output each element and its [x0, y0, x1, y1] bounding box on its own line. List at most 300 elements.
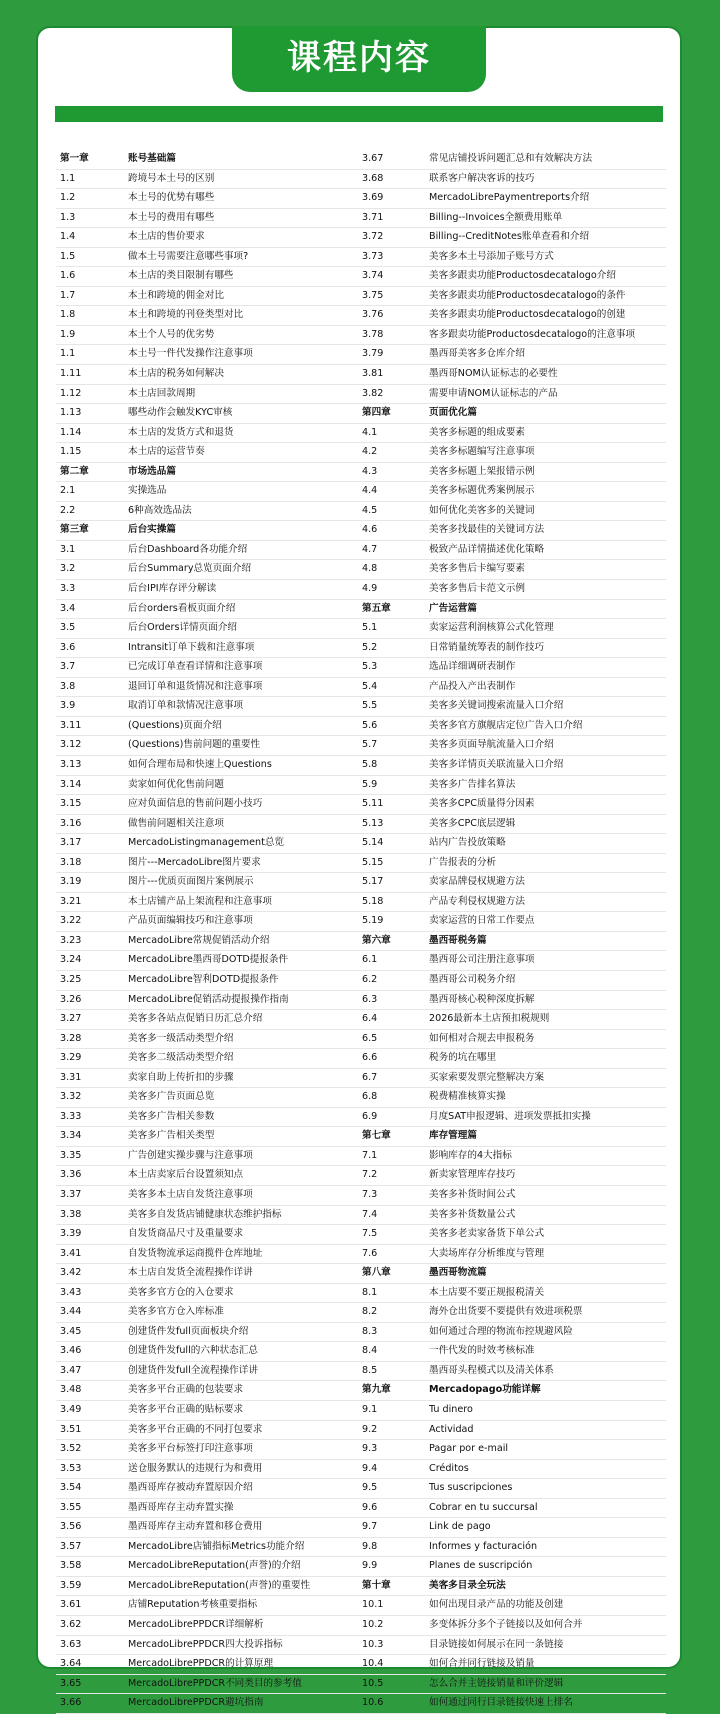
lesson-number: 9.2	[362, 1423, 378, 1435]
lesson-row	[56, 1206, 358, 1226]
lesson-number: 9.6	[362, 1501, 378, 1513]
lesson-title: 做本土号需要注意哪些事项?	[128, 250, 249, 262]
lesson-row	[358, 345, 666, 365]
lesson-row	[358, 326, 666, 346]
lesson-number: 3.9	[60, 700, 76, 712]
lesson-title: 后台Dashboard各功能介绍	[128, 543, 248, 555]
lesson-row	[358, 1284, 666, 1304]
lesson-number: 3.69	[362, 192, 384, 204]
lesson-number: 3.3	[60, 583, 76, 595]
lesson-title: 多变体拆分多个子链接以及如何合并	[429, 1619, 583, 1631]
lesson-row	[358, 697, 666, 717]
lesson-title: 极致产品详情描述优化策略	[429, 543, 545, 555]
lesson-title: 美客多官方仓入库标准	[128, 1306, 224, 1318]
lesson-row	[358, 541, 666, 561]
lesson-number: 9.7	[362, 1521, 378, 1533]
lesson-row	[358, 1421, 666, 1441]
chapter-row	[56, 521, 358, 541]
lesson-number: 3.29	[60, 1052, 82, 1064]
lesson-number: 2.1	[60, 485, 76, 497]
lesson-title: 如何出现目录产品的功能及创建	[429, 1599, 564, 1611]
lesson-row	[358, 287, 666, 307]
lesson-number: 4.7	[362, 543, 378, 555]
lesson-row	[358, 971, 666, 991]
lesson-number: 1.14	[60, 426, 82, 438]
lesson-number: 4.1	[362, 426, 378, 438]
lesson-row	[56, 170, 358, 190]
lesson-title: 目录链接如何展示在同一条链接	[429, 1638, 564, 1650]
lesson-number: 5.1	[362, 622, 378, 634]
lesson-title: 选品详细调研表制作	[429, 661, 516, 673]
lesson-number: 8.5	[362, 1364, 378, 1376]
lesson-title: Tus suscripciones	[429, 1482, 513, 1494]
lesson-row	[56, 1499, 358, 1519]
lesson-number: 4.4	[362, 485, 378, 497]
lesson-number: 6.3	[362, 993, 378, 1005]
lesson-number: 1.4	[60, 231, 76, 243]
lesson-number: 2.2	[60, 504, 76, 516]
lesson-number: 3.47	[60, 1364, 82, 1376]
lesson-number: 8.2	[362, 1306, 378, 1318]
lesson-number: 4.9	[362, 583, 378, 595]
lesson-number: 1.6	[60, 270, 76, 282]
lesson-title: 美客多标题上架报错示例	[429, 465, 535, 477]
lesson-title: 美客多广告排名算法	[429, 778, 516, 790]
lesson-row	[358, 150, 666, 170]
lesson-row	[56, 717, 358, 737]
lesson-title: 本土店的售价要求	[128, 231, 205, 243]
lesson-row	[358, 502, 666, 522]
chapter-number: 第三章	[60, 524, 89, 536]
lesson-number: 1.15	[60, 446, 82, 458]
lesson-title: Tu dinero	[429, 1404, 473, 1415]
lesson-row	[358, 1303, 666, 1323]
lesson-title: 卖家品牌侵权规避方法	[429, 876, 525, 888]
lesson-number: 10.3	[362, 1638, 384, 1650]
lesson-row	[56, 1030, 358, 1050]
lesson-row	[358, 1323, 666, 1343]
lesson-title: 影响库存的4大指标	[429, 1149, 512, 1161]
lesson-row	[358, 1675, 666, 1695]
lesson-title: Informes y facturación	[429, 1540, 538, 1552]
lesson-number: 10.6	[362, 1697, 384, 1709]
lesson-row	[358, 1440, 666, 1460]
lesson-title: 取消订单和款情况注意事项	[128, 700, 244, 712]
lesson-number: 5.3	[362, 661, 378, 673]
page-title: 课程内容	[232, 26, 486, 92]
lesson-row	[56, 1225, 358, 1245]
lesson-number: 5.2	[362, 641, 378, 653]
lesson-row	[358, 1108, 666, 1128]
lesson-title: 本土和跨境的佣金对比	[128, 289, 224, 301]
chapter-row	[358, 404, 666, 424]
lesson-title: 美客多售后卡范文示例	[429, 583, 525, 595]
lesson-title: 税费精准核算实操	[429, 1091, 506, 1103]
lesson-number: 1.3	[60, 211, 76, 223]
lesson-row	[56, 345, 358, 365]
chapter-title: 账号基础篇	[128, 153, 176, 164]
lesson-number: 3.71	[362, 211, 384, 223]
lesson-row	[56, 189, 358, 209]
lesson-title: 大卖场库存分析维度与管理	[429, 1247, 545, 1259]
lesson-number: 3.39	[60, 1228, 82, 1240]
lesson-title: 本土店要不要正规报税清关	[429, 1286, 545, 1298]
lesson-number: 7.6	[362, 1247, 378, 1259]
lesson-row	[56, 1127, 358, 1147]
lesson-title: 美客多老卖家备货下单公式	[429, 1228, 545, 1240]
lesson-title: 美客多关键词搜索流量入口介绍	[429, 700, 564, 712]
lesson-row	[358, 189, 666, 209]
lesson-title: 墨西哥库存被动弃置原因介绍	[128, 1482, 253, 1494]
lesson-number: 10.2	[362, 1619, 384, 1631]
lesson-row	[358, 1166, 666, 1186]
lesson-title: 墨西哥库存主动弃置和移仓费用	[128, 1521, 263, 1533]
lesson-number: 3.48	[60, 1384, 82, 1396]
lesson-number: 3.33	[60, 1110, 82, 1122]
lesson-title: 本土店自发货全流程操作详讲	[128, 1267, 253, 1279]
lesson-title: 本土号一件代发操作注意事项	[128, 348, 253, 360]
lesson-row	[56, 795, 358, 815]
lesson-row	[358, 1596, 666, 1616]
lesson-number: 3.43	[60, 1286, 82, 1298]
lesson-row	[358, 1636, 666, 1656]
lesson-title: 美客多平台正确的包装要求	[128, 1384, 244, 1396]
lesson-row	[56, 1596, 358, 1616]
lesson-row	[56, 1655, 358, 1675]
lesson-title: 跨境号本土号的区别	[128, 172, 215, 184]
lesson-row	[358, 1225, 666, 1245]
lesson-number: 3.34	[60, 1130, 82, 1142]
lesson-title: MercadoListingmanagement总览	[128, 837, 285, 849]
lesson-number: 3.4	[60, 602, 76, 614]
lesson-row	[358, 1518, 666, 1538]
lesson-title: MercadoLibrePaymentreports介绍	[429, 192, 590, 204]
lesson-title: Billing--CreditNotes账单查看和介绍	[429, 231, 590, 243]
lesson-title: MercadoLibreReputation(声誉)的介绍	[128, 1560, 301, 1572]
lesson-row	[56, 228, 358, 248]
lesson-number: 6.4	[362, 1013, 378, 1025]
lesson-number: 3.54	[60, 1482, 82, 1494]
lesson-title: 美客多标题编写注意事项	[429, 446, 535, 458]
lesson-row	[56, 951, 358, 971]
lesson-row	[56, 912, 358, 932]
lesson-title: 美客多平台正确的不同打包要求	[128, 1423, 263, 1435]
lesson-row	[358, 815, 666, 835]
lesson-number: 1.5	[60, 250, 76, 262]
chapter-title: 墨西哥物流篇	[429, 1267, 487, 1279]
lesson-row	[358, 1557, 666, 1577]
lesson-row	[56, 1616, 358, 1636]
lesson-row	[56, 365, 358, 385]
lesson-row	[56, 1342, 358, 1362]
lesson-row	[56, 1069, 358, 1089]
lesson-row	[358, 443, 666, 463]
chapter-title: 广告运营篇	[429, 602, 477, 614]
lesson-title: Pagar por e-mail	[429, 1443, 509, 1455]
lesson-title: 美客多找最佳的关键词方法	[429, 524, 545, 536]
lesson-number: 1.1	[60, 348, 76, 360]
lesson-number: 1.9	[60, 328, 76, 340]
lesson-title: 2026最新本土店预扣税规则	[429, 1013, 550, 1025]
lesson-title: 怎么合并主链接销量和评价逻辑	[429, 1677, 564, 1689]
lesson-title: 退回订单和退货情况和注意事项	[128, 680, 263, 692]
lesson-number: 3.41	[60, 1247, 82, 1259]
lesson-number: 3.7	[60, 661, 76, 673]
lesson-row	[358, 580, 666, 600]
lesson-title: 墨西哥公司注册注意事项	[429, 954, 535, 966]
lesson-number: 4.6	[362, 524, 378, 536]
lesson-row	[56, 971, 358, 991]
lesson-row	[358, 209, 666, 229]
lesson-row	[56, 639, 358, 659]
lesson-title: 创建货件发full全流程操作详讲	[128, 1364, 258, 1376]
lesson-row	[56, 932, 358, 952]
lesson-title: 本土和跨境的刊登类型对比	[128, 309, 244, 321]
lesson-row	[56, 424, 358, 444]
lesson-number: 3.28	[60, 1032, 82, 1044]
lesson-number: 3.56	[60, 1521, 82, 1533]
lesson-row	[358, 1460, 666, 1480]
lesson-number: 3.21	[60, 895, 82, 907]
lesson-title: 买家索要发票完整解决方案	[429, 1071, 545, 1083]
lesson-title: 创建货件发full的六种状态汇总	[128, 1345, 258, 1357]
lesson-title: 产品投入产出表制作	[429, 680, 516, 692]
lesson-number: 5.11	[362, 798, 384, 810]
chapter-number: 第二章	[60, 465, 89, 477]
lesson-number: 6.7	[362, 1071, 378, 1083]
lesson-title: 美客多详情页关联流量入口介绍	[429, 758, 564, 770]
lesson-number: 7.1	[362, 1149, 378, 1161]
lesson-row	[358, 1499, 666, 1519]
lesson-number: 9.9	[362, 1560, 378, 1572]
lesson-row	[56, 600, 358, 620]
chapter-title: 页面优化篇	[429, 407, 477, 419]
lesson-title: 美客多广告相关参数	[128, 1110, 215, 1122]
lesson-title: 6种高效选品法	[128, 504, 192, 516]
lesson-row	[56, 1147, 358, 1167]
lesson-row	[56, 404, 358, 424]
lesson-row	[56, 658, 358, 678]
lesson-row	[358, 1342, 666, 1362]
lesson-number: 3.42	[60, 1267, 82, 1279]
lesson-row	[56, 1557, 358, 1577]
lesson-number: 3.81	[362, 368, 384, 380]
lesson-title: 应对负面信息的售前问题小技巧	[128, 798, 263, 810]
lesson-row	[56, 1421, 358, 1441]
lesson-title: 卖家自助上传折扣的步骤	[128, 1071, 234, 1083]
lesson-number: 10.5	[362, 1677, 384, 1689]
lesson-number: 3.8	[60, 680, 76, 692]
lesson-title: 自发货物流承运商揽件仓库地址	[128, 1247, 263, 1259]
lesson-title: 墨西哥核心税种深度拆解	[429, 993, 535, 1005]
lesson-title: 如何合并同行链接及销量	[429, 1658, 535, 1670]
lesson-number: 3.11	[60, 719, 82, 731]
lesson-number: 3.2	[60, 563, 76, 575]
lesson-number: 6.8	[362, 1091, 378, 1103]
lesson-title: 墨西哥NOM认证标志的必要性	[429, 368, 558, 380]
lesson-title: 产品专利侵权规避方法	[429, 895, 525, 907]
lesson-number: 3.5	[60, 622, 76, 634]
lesson-row	[56, 873, 358, 893]
chapter-title: Mercadopago功能详解	[429, 1384, 541, 1396]
lesson-row	[358, 1186, 666, 1206]
lesson-row	[56, 991, 358, 1011]
chapter-title: 库存管理篇	[429, 1130, 477, 1142]
lesson-number: 3.25	[60, 973, 82, 985]
lesson-number: 1.13	[60, 407, 82, 419]
chapter-number: 第十章	[362, 1579, 391, 1591]
lesson-number: 3.1	[60, 543, 76, 555]
lesson-row	[56, 1675, 358, 1695]
lesson-row	[358, 873, 666, 893]
lesson-row	[358, 893, 666, 913]
lesson-title: 美客多本土号添加子账号方式	[429, 250, 554, 262]
lesson-number: 3.66	[60, 1697, 82, 1709]
lesson-title: 美客多自发货店铺健康状态维护指标	[128, 1208, 282, 1220]
lesson-title: 美客多补货时间公式	[429, 1188, 516, 1200]
lesson-title: MercadoLibrePPDCR四大投诉指标	[128, 1638, 283, 1650]
lesson-title: 后台IPI库存评分解读	[128, 583, 217, 595]
lesson-row	[56, 287, 358, 307]
lesson-row	[56, 756, 358, 776]
lesson-title: MercadoLibre店铺指标Metrics功能介绍	[128, 1540, 305, 1552]
lesson-number: 3.58	[60, 1560, 82, 1572]
chapter-number: 第八章	[362, 1267, 391, 1279]
chapter-row	[56, 463, 358, 483]
lesson-row	[56, 482, 358, 502]
lesson-number: 5.14	[362, 837, 384, 849]
lesson-number: 1.2	[60, 192, 76, 204]
lesson-row	[56, 1538, 358, 1558]
lesson-row	[56, 1577, 358, 1597]
lesson-number: 3.46	[60, 1345, 82, 1357]
lesson-title: 后台Summary总览页面介绍	[128, 563, 252, 575]
lesson-title: 本土店的类目限制有哪些	[128, 270, 234, 282]
lesson-title: 常见店铺投诉问题汇总和有效解决方法	[429, 153, 593, 164]
lesson-title: MercadoLibrePPDCR详细解析	[128, 1619, 264, 1631]
lesson-number: 3.72	[362, 231, 384, 243]
lesson-row	[56, 1381, 358, 1401]
lesson-row	[56, 385, 358, 405]
lesson-title: 美客多补货数量公式	[429, 1208, 516, 1220]
lesson-number: 3.64	[60, 1658, 82, 1670]
lesson-number: 5.18	[362, 895, 384, 907]
lesson-number: 6.6	[362, 1052, 378, 1064]
lesson-title: Billing--Invoices全额费用账单	[429, 211, 563, 223]
lesson-number: 3.45	[60, 1325, 82, 1337]
right-column	[358, 150, 666, 1714]
lesson-number: 9.8	[362, 1540, 378, 1552]
lesson-number: 1.7	[60, 289, 76, 301]
lesson-row	[358, 776, 666, 796]
lesson-title: 后台Orders详情页面介绍	[128, 622, 238, 634]
lesson-number: 10.1	[362, 1599, 384, 1611]
lesson-row	[56, 502, 358, 522]
lesson-number: 3.15	[60, 798, 82, 810]
lesson-number: 3.63	[60, 1638, 82, 1650]
lesson-row	[358, 365, 666, 385]
lesson-title: 海外仓出货要不要提供有效进项税票	[429, 1306, 583, 1318]
lesson-row	[358, 991, 666, 1011]
lesson-title: 哪些动作会触发KYC审核	[128, 407, 233, 419]
lesson-row	[358, 1655, 666, 1675]
lesson-title: Planes de suscripción	[429, 1560, 533, 1572]
lesson-title: 做售前问题相关注意项	[128, 817, 224, 829]
chapter-title: 后台实操篇	[128, 524, 176, 536]
chapter-number: 第四章	[362, 407, 391, 419]
lesson-title: 墨西哥公司税务介绍	[429, 973, 516, 985]
lesson-title: 如何通过同行目录链接快速上排名	[429, 1697, 573, 1709]
lesson-row	[56, 1440, 358, 1460]
lesson-row	[56, 1010, 358, 1030]
lesson-title: 本土店卖家后台设置须知点	[128, 1169, 244, 1181]
lesson-title: 图片---MercadoLibre图片要求	[128, 856, 261, 868]
header-divider-bar	[55, 106, 663, 122]
lesson-row	[56, 1049, 358, 1069]
chapter-number: 第五章	[362, 602, 391, 614]
lesson-title: 如何合理布局和快速上Questions	[128, 758, 272, 770]
lesson-title: 店铺Reputation考核重要指标	[128, 1599, 258, 1611]
lesson-number: 3.32	[60, 1091, 82, 1103]
lesson-row	[56, 834, 358, 854]
lesson-title: 如何相对合规去申报税务	[429, 1032, 535, 1044]
lesson-title: (Questions)售前问题的重要性	[128, 739, 261, 751]
lesson-title: 如何优化美客多的关键词	[429, 504, 535, 516]
lesson-row	[56, 1460, 358, 1480]
lesson-row	[56, 1108, 358, 1128]
lesson-title: 后台orders看板页面介绍	[128, 602, 236, 614]
lesson-number: 3.67	[362, 153, 384, 164]
lesson-title: 墨西哥头程模式以及清关体系	[429, 1364, 554, 1376]
lesson-title: Cobrar en tu succursal	[429, 1501, 538, 1513]
lesson-title: 美客多平台标签打印注意事项	[128, 1443, 253, 1455]
lesson-title: 本土店的运营节奏	[128, 446, 205, 458]
lesson-number: 3.26	[60, 993, 82, 1005]
lesson-row	[358, 1069, 666, 1089]
lesson-row	[358, 1206, 666, 1226]
lesson-row	[56, 1694, 358, 1714]
lesson-row	[358, 228, 666, 248]
lesson-number: 3.19	[60, 876, 82, 888]
lesson-title: Actividad	[429, 1423, 474, 1435]
lesson-title: 美客多各站点促销日历汇总介绍	[128, 1013, 263, 1025]
lesson-title: 美客多二级活动类型介绍	[128, 1052, 234, 1064]
lesson-number: 6.2	[362, 973, 378, 985]
lesson-number: 3.24	[60, 954, 82, 966]
lesson-title: 税务的坑在哪里	[429, 1052, 497, 1064]
lesson-number: 3.16	[60, 817, 82, 829]
lesson-number: 3.57	[60, 1540, 82, 1552]
lesson-row	[56, 619, 358, 639]
lesson-number: 3.38	[60, 1208, 82, 1220]
lesson-row	[56, 776, 358, 796]
lesson-row	[56, 697, 358, 717]
left-column	[56, 150, 358, 1714]
lesson-number: 3.18	[60, 856, 82, 868]
lesson-number: 5.17	[362, 876, 384, 888]
lesson-title: MercadoLibre墨西哥DOTD提报条件	[128, 954, 289, 966]
lesson-number: 3.55	[60, 1501, 82, 1513]
lesson-title: 本土号的费用有哪些	[128, 211, 215, 223]
lesson-number: 3.44	[60, 1306, 82, 1318]
lesson-number: 9.1	[362, 1404, 378, 1415]
lesson-row	[358, 1010, 666, 1030]
lesson-row	[358, 1088, 666, 1108]
lesson-row	[358, 248, 666, 268]
lesson-number: 9.3	[362, 1443, 378, 1455]
chapter-title: 墨西哥税务篇	[429, 934, 487, 946]
lesson-title: 墨西哥库存主动弃置实操	[128, 1501, 234, 1513]
